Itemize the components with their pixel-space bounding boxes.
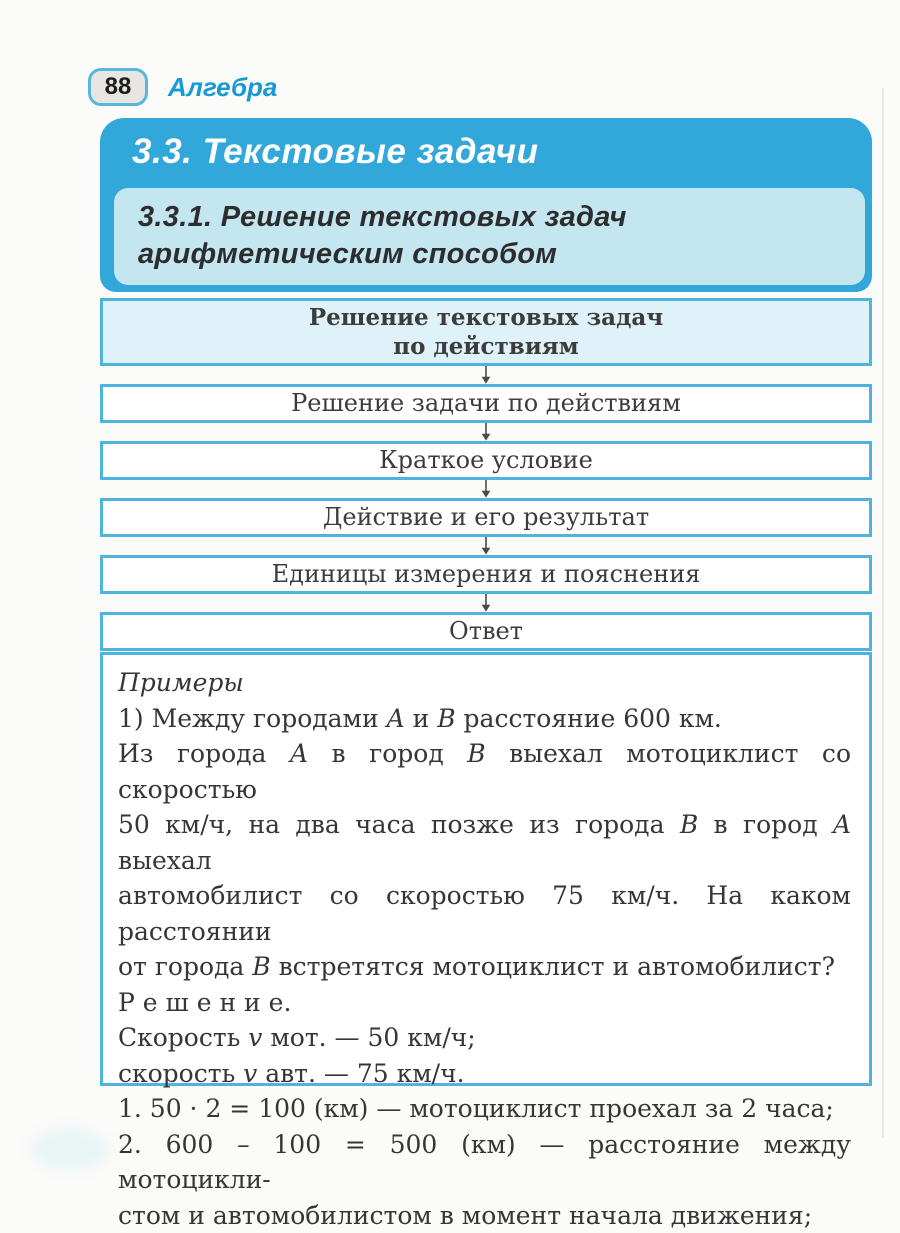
flowchart-box-label: Решение текстовых задач bbox=[309, 303, 663, 332]
flowchart-box-2 bbox=[100, 384, 872, 423]
section-banner bbox=[100, 118, 872, 292]
subject-label: Алгебра bbox=[168, 72, 277, 103]
down-arrow-icon bbox=[100, 366, 872, 384]
example-text-line: 1) Между городами A и B расстояние 600 км. bbox=[118, 701, 851, 737]
examples-text bbox=[118, 701, 851, 1233]
flowchart-box-3 bbox=[100, 441, 872, 480]
flowchart bbox=[100, 298, 872, 651]
page-number-badge: 88 bbox=[88, 68, 148, 106]
examples-heading: Примеры bbox=[118, 665, 851, 701]
flowchart-box-label: Краткое условие bbox=[379, 446, 593, 475]
example-text-line: от города B встретятся мотоциклист и автомобилист? bbox=[118, 949, 851, 985]
page-edge-shadow bbox=[882, 88, 884, 1138]
examples-box bbox=[100, 652, 872, 1086]
down-arrow-icon bbox=[100, 594, 872, 612]
subsection-title-line2: арифметическим способом bbox=[138, 236, 865, 273]
example-text-line: стом и автомобилистом в момент начала движения; bbox=[118, 1198, 851, 1233]
example-text-line: Из города A в город B выехал мотоциклист со скоростью bbox=[118, 736, 851, 807]
flowchart-box-label: по действиям bbox=[393, 332, 578, 361]
down-arrow-icon bbox=[100, 480, 872, 498]
flowchart-box-6 bbox=[100, 612, 872, 651]
down-arrow-icon bbox=[100, 537, 872, 555]
example-text-line: 2. 600 – 100 = 500 (км) — расстояние между мотоцикли- bbox=[118, 1127, 851, 1198]
flowchart-box-label: Единицы измерения и пояснения bbox=[272, 560, 701, 589]
subsection-title-line1: 3.3.1. Решение текстовых задач bbox=[138, 199, 865, 236]
flowchart-box-label: Решение задачи по действиям bbox=[291, 389, 681, 418]
section-title: 3.3. Текстовые задачи bbox=[100, 118, 872, 172]
running-head bbox=[88, 68, 277, 106]
flowchart-box-1 bbox=[100, 298, 872, 366]
example-text-line: 50 км/ч, на два часа позже из города B в город A выехал bbox=[118, 807, 851, 878]
example-text-line: автомобилист со скоростью 75 км/ч. На каком расстоянии bbox=[118, 878, 851, 949]
flowchart-box-5 bbox=[100, 555, 872, 594]
page-curl-artifact bbox=[30, 1128, 110, 1170]
example-text-line: Скорость v мот. — 50 км/ч; bbox=[118, 1020, 851, 1056]
example-text-line: 1. 50 · 2 = 100 (км) — мотоциклист проехал за 2 часа; bbox=[118, 1091, 851, 1127]
down-arrow-icon bbox=[100, 423, 872, 441]
example-text-line: Р е ш е н и е. bbox=[118, 985, 851, 1021]
subsection-banner bbox=[114, 188, 865, 285]
flowchart-box-label: Ответ bbox=[449, 617, 523, 646]
flowchart-box-4 bbox=[100, 498, 872, 537]
flowchart-box-label: Действие и его результат bbox=[323, 503, 649, 532]
example-text-line: скорость v авт. — 75 км/ч. bbox=[118, 1056, 851, 1092]
